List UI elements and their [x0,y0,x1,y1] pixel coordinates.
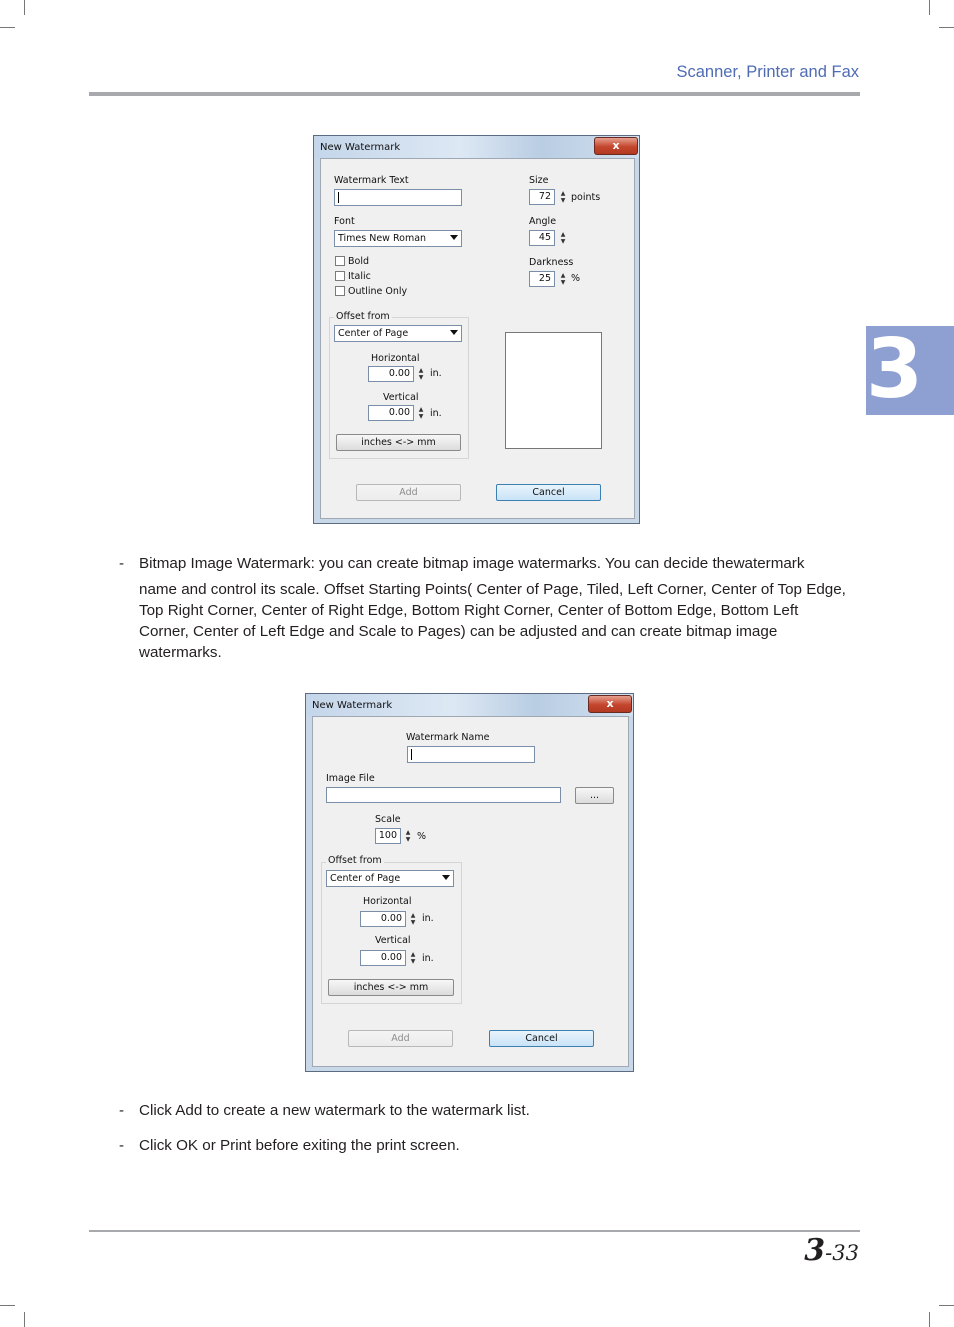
horizontal-spinner[interactable] [409,912,417,926]
bold-checkbox[interactable] [335,256,345,266]
spin-up-icon[interactable]: ▲ [560,272,566,279]
spin-down-icon[interactable]: ▼ [418,374,424,381]
vertical-input[interactable]: 0.00 [368,405,414,421]
bullet-text: Click OK or Print before exiting the print screen. [139,1137,460,1154]
size-spinner[interactable] [559,190,567,204]
crop-mark [0,27,15,28]
crop-mark [939,27,954,28]
spin-down-icon[interactable]: ▼ [410,958,416,965]
spin-down-icon[interactable]: ▼ [560,279,566,286]
bullet-dash: - [119,1102,125,1119]
image-file-input[interactable] [326,787,561,803]
darkness-label: Darkness [529,257,574,268]
offset-select[interactable] [334,325,462,342]
spin-up-icon[interactable]: ▲ [405,829,411,836]
offset-from-label: Offset from [336,311,390,322]
new-watermark-dialog-text [313,135,640,524]
crop-mark [929,0,930,15]
offset-select-value: Center of Page [338,328,409,339]
crop-mark [929,1312,930,1327]
scale-unit: % [417,831,427,842]
watermark-name-input[interactable] [407,746,535,763]
dialog-body [320,158,635,519]
size-input[interactable]: 72 [529,189,555,205]
spin-up-icon[interactable]: ▲ [418,406,424,413]
add-button[interactable]: Add [348,1030,453,1047]
dialog-titlebar [306,694,633,716]
horizontal-spinner[interactable] [417,367,425,381]
close-button[interactable]: x [588,695,632,713]
page-index: 33 [832,1241,859,1265]
angle-input[interactable]: 45 [529,230,555,246]
outline-only-checkbox[interactable] [335,286,345,296]
watermark-name-label: Watermark Name [406,732,490,743]
vertical-label: Vertical [383,392,419,403]
chevron-down-icon [450,330,458,335]
dialog-title: New Watermark [320,142,401,153]
spin-up-icon[interactable]: ▲ [418,367,424,374]
header-rule [89,92,860,96]
bold-label: Bold [348,256,369,267]
font-select[interactable] [334,230,462,247]
vertical-unit: in. [422,953,434,964]
horizontal-unit: in. [430,368,442,379]
outline-only-label: Outline Only [348,286,408,297]
text-caret [338,192,339,203]
crop-mark [939,1305,954,1306]
spin-down-icon[interactable]: ▼ [405,836,411,843]
spin-down-icon[interactable]: ▼ [418,413,424,420]
dialog-title: New Watermark [312,700,393,711]
bullet-text: name and control its scale. Offset Starting Points( Center of Page, Tiled, Left Corner, Center of Top Edge, Top Right Corner, Center of Right Edge, Bottom Right Corner, Center of Bottom Edge, Bottom Left Corner, Center of Left Edge and Scale to Pages) can be adjusted and can create bitmap image watermarks. [139,581,846,661]
page-chapter: 3 [804,1233,826,1268]
bullet-text: Click Add to create a new watermark to the watermark list. [139,1102,530,1119]
vertical-spinner[interactable] [417,406,425,420]
add-button[interactable]: Add [356,484,461,501]
vertical-label: Vertical [375,935,411,946]
watermark-text-input[interactable] [334,189,462,206]
new-watermark-dialog-image [305,693,634,1072]
scale-spinner[interactable] [404,829,412,843]
crop-mark [0,1305,15,1306]
page-separator: - [825,1241,833,1265]
text-caret [411,749,412,760]
units-toggle-button[interactable]: inches <-> mm [328,979,454,996]
scale-input[interactable]: 100 [375,828,401,844]
horizontal-label: Horizontal [363,896,412,907]
bullet-dash: - [119,555,125,572]
darkness-unit: % [571,273,581,284]
darkness-spinner[interactable] [559,272,567,286]
spin-down-icon[interactable]: ▼ [560,197,566,204]
dialog-titlebar [314,136,639,158]
darkness-input[interactable]: 25 [529,271,555,287]
image-file-label: Image File [326,773,375,784]
running-header: Scanner, Printer and Fax [676,63,859,81]
dialog-body [312,716,629,1067]
chevron-down-icon [450,235,458,240]
watermark-preview [505,332,602,449]
horizontal-unit: in. [422,913,434,924]
chapter-number: 3 [866,322,924,417]
cancel-button[interactable]: Cancel [496,484,601,501]
vertical-unit: in. [430,408,442,419]
horizontal-label: Horizontal [371,353,420,364]
chevron-down-icon [442,875,450,880]
offset-from-label: Offset from [328,855,382,866]
crop-mark [24,1312,25,1327]
italic-label: Italic [348,271,371,282]
footer-rule [89,1230,860,1232]
spin-up-icon[interactable]: ▲ [560,190,566,197]
bullet-text-line: Bitmap Image Watermark: you can create bitmap image watermarks. You can decide thewatermark [139,555,805,572]
page-number [804,1233,859,1268]
cancel-button[interactable]: Cancel [489,1030,594,1047]
offset-select-value: Center of Page [330,873,401,884]
vertical-spinner[interactable] [409,951,417,965]
bullet-dash: - [119,1137,125,1154]
spin-up-icon[interactable]: ▲ [410,912,416,919]
watermark-text-label: Watermark Text [334,175,409,186]
spin-down-icon[interactable]: ▼ [410,919,416,926]
horizontal-input[interactable]: 0.00 [368,366,414,382]
units-toggle-button[interactable]: inches <-> mm [336,434,461,451]
crop-mark [24,0,25,15]
close-button[interactable]: x [594,137,638,155]
browse-button[interactable]: ... [575,787,614,804]
offset-select[interactable] [326,870,454,887]
spin-down-icon[interactable]: ▼ [560,238,566,245]
size-label: Size [529,175,549,186]
font-select-value: Times New Roman [338,233,427,244]
scale-label: Scale [375,814,401,825]
angle-label: Angle [529,216,557,227]
horizontal-input[interactable]: 0.00 [360,911,406,927]
angle-spinner[interactable] [559,231,567,245]
size-unit: points [571,192,601,203]
italic-checkbox[interactable] [335,271,345,281]
chapter-tab [866,322,954,417]
spin-up-icon[interactable]: ▲ [560,231,566,238]
spin-up-icon[interactable]: ▲ [410,951,416,958]
font-label: Font [334,216,355,227]
vertical-input[interactable]: 0.00 [360,950,406,966]
